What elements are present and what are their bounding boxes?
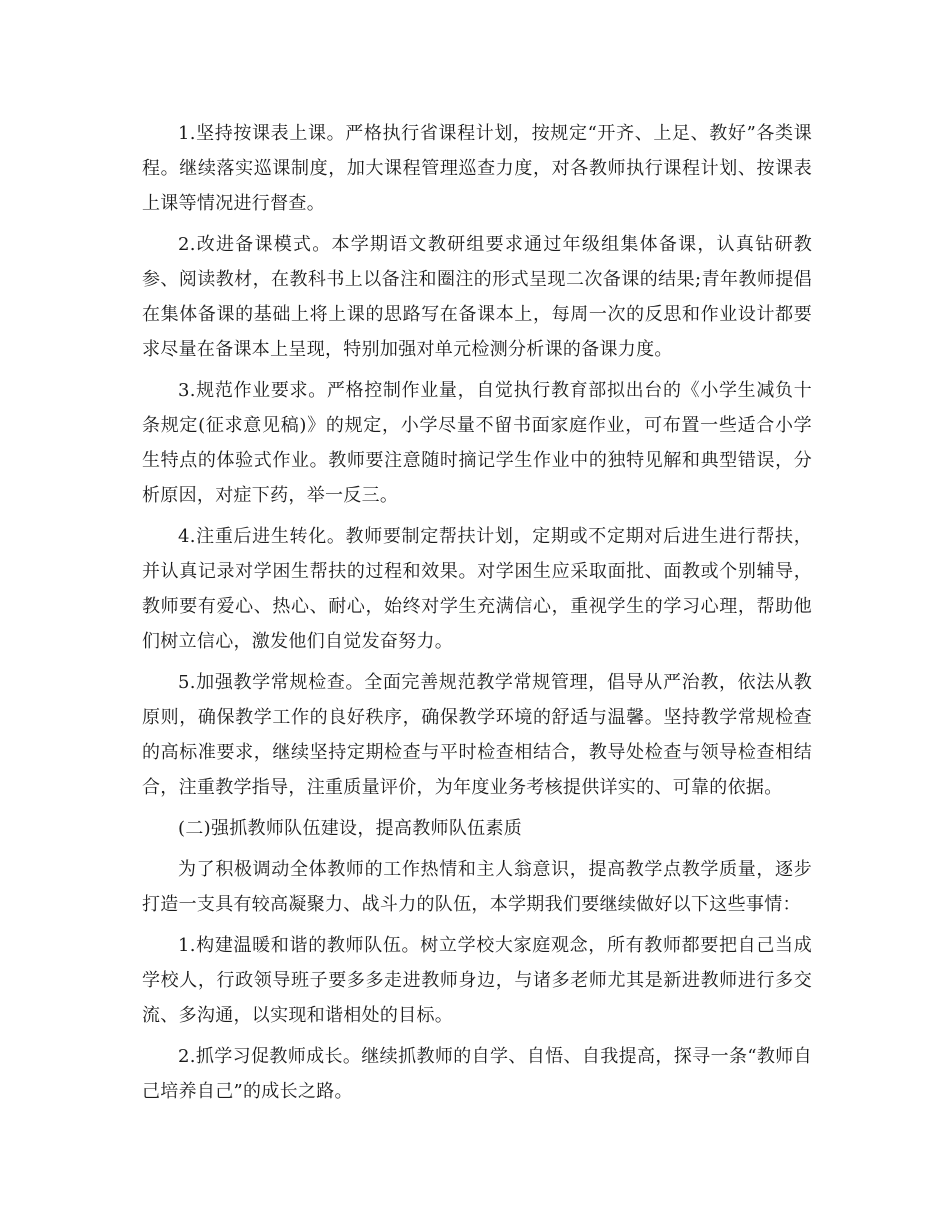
paragraph-item-4: 4.注重后进生转化。教师要制定帮扶计划，定期或不定期对后进生进行帮扶，并认真记录对学困生帮扶的过程和效果。对学困生应采取面批、面教或个别辅导，教师要有爱心、热心、耐心，始终对学生充满信心，重视学生的学习心理，帮助他们树立信心，激发他们自觉发奋努力。 bbox=[142, 526, 812, 652]
paragraph-item-1: 1.坚持按课表上课。严格执行省课程计划，按规定“开齐、上足、教好”各类课程。继续落实巡课制度，加大课程管理巡查力度，对各教师执行课程计划、按课表上课等情况进行督查。 bbox=[142, 123, 812, 214]
paragraph-item-2: 2.改进备课模式。本学期语文教研组要求通过年级组集体备课，认真钻研教参、阅读教材，在教科书上以备注和圈注的形式呈现二次备课的结果;青年教师提倡在集体备课的基础上将上课的思路写在备课本上，每周一次的反思和作业设计都要求尽量在备课本上呈现，特别加强对单元检测分析课的备课力度。 bbox=[142, 234, 812, 360]
paragraph-item-3: 3.规范作业要求。严格控制作业量，自觉执行教育部拟出台的《小学生减负十条规定(征求意见稿)》的规定，小学尽量不留书面家庭作业，可布置一些适合小学生特点的体验式作业。教师要注意随时摘记学生作业中的独特见解和典型错误，分析原因，对症下药，举一反三。 bbox=[142, 380, 812, 506]
paragraph-item-6: 1.构建温暖和谐的教师队伍。树立学校大家庭观念，所有教师都要把自己当成学校人，行政领导班子要多多走进教师身边，与诸多老师尤其是新进教师进行多交流、多沟通，以实现和谐相处的目标。 bbox=[142, 935, 812, 1026]
document-body bbox=[142, 116, 812, 1115]
paragraph-item-7: 2.抓学习促教师成长。继续抓教师的自学、自悟、自我提高，探寻一条“教师自己培养自己”的成长之路。 bbox=[142, 1046, 812, 1102]
section-intro: 为了积极调动全体教师的工作热情和主人翁意识，提高教学点教学质量，逐步打造一支具有较高凝聚力、战斗力的队伍，本学期我们要继续做好以下这些事情： bbox=[142, 859, 812, 915]
paragraph-item-5: 5.加强教学常规检查。全面完善规范教学常规管理，倡导从严治教，依法从教原则，确保教学工作的良好秩序，确保教学环境的舒适与温馨。坚持教学常规检查的高标准要求，继续坚持定期检查与平时检查相结合，教导处检查与领导检查相结合，注重教学指导，注重质量评价，为年度业务考核提供详实的、可靠的依据。 bbox=[142, 672, 812, 798]
section-heading: (二)强抓教师队伍建设，提高教师队伍素质 bbox=[178, 818, 523, 839]
